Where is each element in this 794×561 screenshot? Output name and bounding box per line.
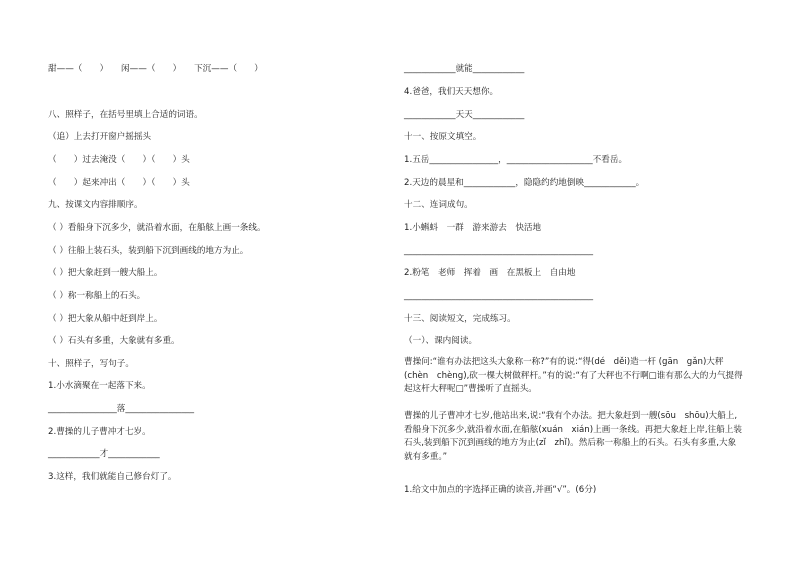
section-11-heading: 十一、按原文填空。 [404,132,482,142]
section-9-item-1: （ ）看船身下沉多少，就沿着水面，在船舷上画一条线。 [48,223,266,233]
section-13-heading: 十三、阅读短文，完成练习。 [404,314,516,324]
section-9-item-3: （ ）把大象赶到一艘大船上。 [48,268,163,278]
section-12-item-2: 2.粉笔 老师 挥着 画 在黑板上 自由地 [404,268,576,278]
section-9-item-2: （ ）往船上装石头，装到船下沉到画线的地方为止。 [48,246,249,256]
section-11-item-1: 1.五岳________________，____________________不看岳。 [404,155,628,165]
section-10-example-4: 4.爸爸，我们天天想你。 [404,87,499,97]
section-10-heading: 十、照样子，写句子。 [48,359,134,369]
section-9-item-5: （ ）把大象从船中赶到岸上。 [48,314,163,324]
section-9-heading: 九、按课文内容排顺序。 [48,200,143,210]
section-12-item-1: 1.小蝌蚪 一群 游来游去 快活地 [404,223,542,233]
section-10-blank-4: ____________天天____________ [404,110,525,120]
section-8-example: （追）上去打开窗户摇摇头 [48,132,152,142]
reading-passage-paragraph-2: 曹操的儿子曹冲才七岁,他站出来,说:“我有个办法。把大象赶到一艘(sōu shōu)大船上,看船身下沉多少,就沿着水面,在船舷(xuán xián)上画一条线。再把大象赶上岸,往船上装石头,装到船下沉到画线的地方为止(zǐ zhǐ)。然后称一称船上的石头。石头有多重,大象就有多重。” [404,411,742,462]
section-12-answer-line-2: ____________________________________________ [404,291,594,301]
section-8-heading: 八、照样子，在括号里填上合适的词语。 [48,110,203,120]
section-9-item-6: （ ）石头有多重，大象就有多重。 [48,336,180,346]
section-10-example-1: 1.小水滴聚在一起落下来。 [48,381,151,391]
section-10-blank-3: ____________就能____________ [404,64,525,74]
section-8-item-2: （ ）起来冲出（ ）（ ）头 [48,178,190,188]
antonym-exercise-line: 甜——（ ） 闲——（ ） 下沉——（ ） [48,64,263,74]
section-10-blank-1: ________________落________________ [48,404,195,414]
section-13-subheading: （一）、课内阅读。 [404,336,478,346]
section-11-item-2: 2.天边的晨星和____________，隐隐约约地倒映____________。 [404,178,645,188]
section-10-blank-2: ____________才____________ [48,449,160,459]
reading-question-1: 1.给文中加点的字选择正确的读音,并画“√”。(6分) [404,485,597,495]
section-10-example-3: 3.这样，我们就能自己修台灯了。 [48,472,177,482]
section-10-example-2: 2.曹操的儿子曹冲才七岁。 [48,427,151,437]
section-12-heading: 十二、连词成句。 [404,200,473,210]
section-9-item-4: （ ）称一称船上的石头。 [48,291,146,301]
section-12-answer-line-1: ____________________________________________ [404,246,594,256]
reading-passage-paragraph-1: 曹操问:“谁有办法把这头大象称一称?”有的说:“得(dé děi)造一杆 (gān gǎn)大秤(chèn chèng),砍一棵大树做秤杆。”有的说:“有了大秤也不行啊□谁有那么大的力气提得起这杆大秤呢□”曹操听了直摇头。 [404,357,743,394]
section-8-item-1: （ ）过去淹没（ ）（ ）头 [48,155,190,165]
